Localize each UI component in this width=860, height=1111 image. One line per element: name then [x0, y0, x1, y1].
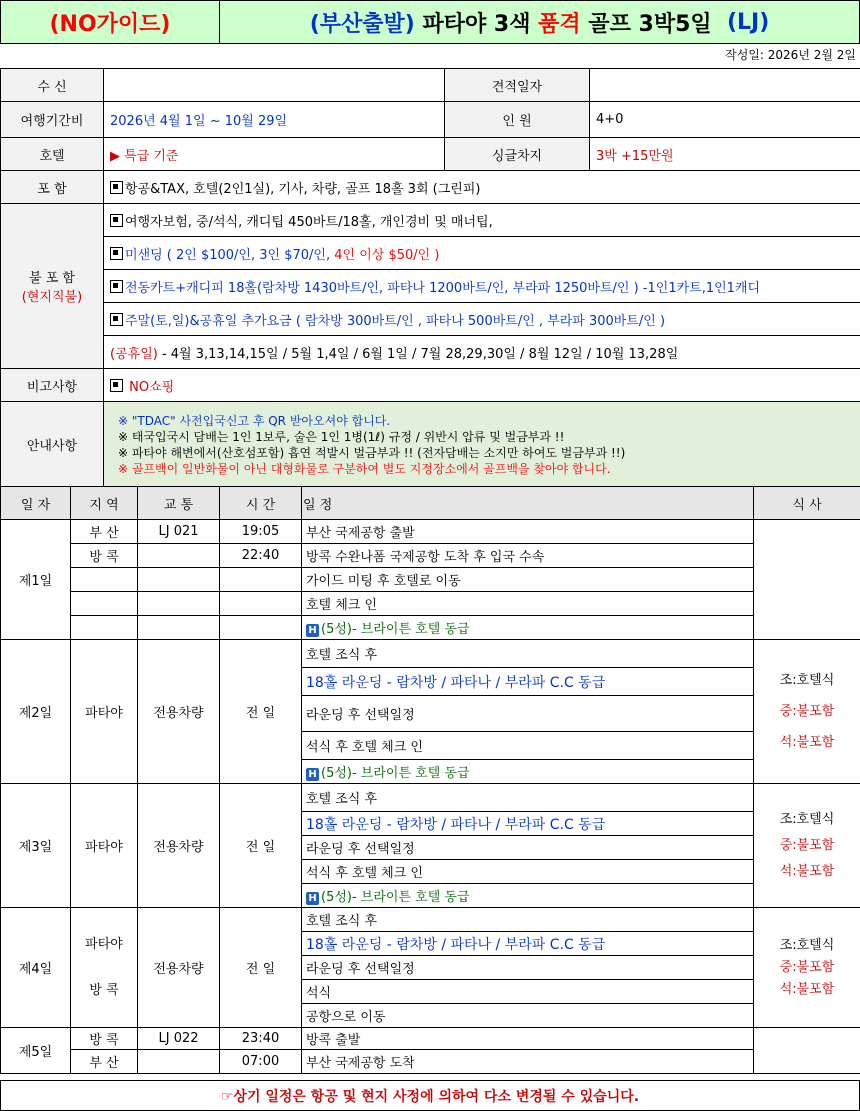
itinerary-item: 석식 후 호텔 체크 인 — [302, 860, 754, 884]
table-row — [1, 568, 860, 592]
meal-lunch: 중:불포함 — [779, 704, 835, 719]
region: 파타야 — [71, 784, 138, 908]
table-row — [1, 520, 860, 544]
region: 방 콕 — [71, 544, 138, 568]
footer-notice: ☞상기 일정은 항공 및 현지 사정에 의하여 다소 변경될 수 있습니다. — [0, 1080, 860, 1111]
region — [71, 908, 138, 1028]
transport: LJ 021 — [138, 520, 220, 544]
itinerary-item: 방콕 출발 — [302, 1028, 754, 1050]
checkbox-icon — [110, 379, 123, 392]
col-meal: 식 사 — [754, 487, 860, 520]
written-date: 작성일: 2026년 2월 2일 — [725, 48, 856, 62]
col-region: 지 역 — [71, 487, 138, 520]
quote-date-label: 견적일자 — [445, 69, 590, 102]
region: 부 산 — [71, 1050, 138, 1074]
exclude-item-1 — [104, 204, 860, 237]
itinerary-item: 호텔 조식 후 — [302, 640, 754, 668]
people-value: 4+0 — [590, 102, 860, 138]
hotel-text: (5성)- 브라이튼 호텔 동급 — [321, 622, 470, 637]
itinerary-item: 18홀 라운딩 - 람차방 / 파타나 / 부라파 C.C 동급 — [302, 668, 754, 696]
hotel-item — [302, 884, 754, 908]
hotel-value: ▶ 특급 기준 — [104, 138, 445, 171]
exclude-label: 불 포 함 — [29, 271, 75, 286]
col-day: 일 자 — [1, 487, 71, 520]
single-charge-value: 3박 +15만원 — [590, 138, 860, 171]
exclude-item-3 — [104, 270, 860, 303]
itinerary-item: 석식 — [302, 980, 754, 1004]
header-main-title — [219, 0, 860, 44]
guide-line-4: ※ 골프백이 일반화물이 아닌 대형화물로 구분하여 별도 지정장소에서 골프백을 찾아야 합니다. — [118, 461, 611, 476]
period-value: 2026년 4월 1일 ~ 10월 29일 — [104, 102, 445, 138]
day-label: 제3일 — [1, 784, 71, 908]
guide-line-2: ※ 태국입국시 담배는 1인 1보루, 술은 1인 1병(1ℓ) 규정 / 위반시 압류 및 벌금부과 !! — [118, 429, 565, 444]
title-grade: 품격 — [538, 11, 581, 37]
table-row — [1, 616, 860, 640]
col-time: 시 간 — [220, 487, 302, 520]
time: 22:40 — [220, 544, 302, 568]
time: 23:40 — [220, 1028, 302, 1050]
exclude-label-cell — [1, 204, 104, 369]
hotel-icon: H — [306, 624, 319, 637]
table-row — [1, 592, 860, 616]
region-1: 파타야 — [85, 936, 123, 952]
day-label: 제2일 — [1, 640, 71, 784]
meal-lunch: 중:불포함 — [779, 837, 835, 853]
table-row — [1, 908, 860, 932]
schedule-table — [0, 486, 860, 1074]
day-label: 제5일 — [1, 1028, 71, 1074]
time: 전 일 — [220, 908, 302, 1028]
info-table — [0, 68, 860, 488]
meal-dinner: 석:불포함 — [779, 735, 835, 750]
time: 전 일 — [220, 640, 302, 784]
itinerary-item: 석식 후 호텔 체크 인 — [302, 732, 754, 760]
time: 19:05 — [220, 520, 302, 544]
hotel-text: (5성)- 브라이튼 호텔 동급 — [321, 890, 470, 905]
transport: 전용차량 — [138, 640, 220, 784]
itinerary-item: 호텔 조식 후 — [302, 784, 754, 812]
recipient-label: 수 신 — [1, 69, 104, 102]
title-destination: 파타야 3색 — [422, 11, 531, 37]
itinerary-item: 호텔 조식 후 — [302, 908, 754, 932]
meal-dinner: 석:불포함 — [779, 863, 835, 879]
region: 방 콕 — [71, 1028, 138, 1050]
meal-breakfast: 조:호텔식 — [779, 811, 835, 827]
itinerary-item: 라운딩 후 선택일정 — [302, 836, 754, 860]
checkbox-icon — [110, 181, 123, 194]
exclude-item-text-red: 4인 이상 $50/인 ) — [334, 247, 440, 263]
meal-cell — [754, 520, 860, 640]
itinerary-item: 18홀 라운딩 - 람차방 / 파타나 / 부라파 C.C 동급 — [302, 812, 754, 836]
title-departure: (부산출발) — [309, 11, 415, 37]
meal-cell — [754, 784, 860, 908]
holiday-label: (공휴일) — [110, 346, 158, 362]
recipient-value — [104, 69, 445, 102]
single-charge-label: 싱글차지 — [445, 138, 590, 171]
itinerary-item: 라운딩 후 선택일정 — [302, 956, 754, 980]
transport: LJ 022 — [138, 1028, 220, 1050]
transport: 전용차량 — [138, 784, 220, 908]
people-label: 인 원 — [445, 102, 590, 138]
period-label: 여행기간비 — [1, 102, 104, 138]
col-transport: 교 통 — [138, 487, 220, 520]
holiday-row — [104, 336, 860, 369]
checkbox-icon — [110, 214, 123, 227]
day-label: 제1일 — [1, 520, 71, 640]
exclude-item-text: 미샌딩 ( 2인 $100/인, 3인 $70/인, — [125, 247, 335, 263]
itinerary-item: 가이드 미팅 후 호텔로 이동 — [302, 568, 754, 592]
day-label: 제4일 — [1, 908, 71, 1028]
hotel-label: 호텔 — [1, 138, 104, 171]
remarks-label: 비고사항 — [1, 369, 104, 402]
header-left-title: (NO가이드) — [0, 0, 220, 44]
checkbox-icon — [110, 247, 123, 260]
title-airline: (LJ) — [726, 9, 770, 35]
exclude-item-text: 전동카트+캐디피 18홀(람차방 1430바트/인, 파타나 1200바트/인, 부라파 1250바트/인 ) -1인1카트,1인1캐디 — [125, 280, 761, 296]
guide-box — [104, 402, 860, 488]
table-row — [1, 784, 860, 812]
exclude-item-2 — [104, 237, 860, 270]
itinerary-item: 방콕 수완나폼 국제공항 도착 후 입국 수속 — [302, 544, 754, 568]
table-row — [1, 1050, 860, 1074]
table-row — [1, 1028, 860, 1050]
exclude-item-text: 주말(토,일)&공휴일 추가요금 ( 람차방 300바트/인 , 파타나 500바트/인 , 부라파 300바트/인 ) — [125, 313, 666, 329]
meal-breakfast: 조:호텔식 — [779, 673, 835, 688]
checkbox-icon — [110, 280, 123, 293]
title-golf: 골프 3박5일 — [588, 11, 712, 37]
itinerary-item: 라운딩 후 선택일정 — [302, 696, 754, 732]
time: 07:00 — [220, 1050, 302, 1074]
exclude-item-text: 여행자보험, 중/석식, 캐디팁 450바트/18홀, 개인경비 및 매너팁, — [125, 214, 493, 230]
quote-date-value — [590, 69, 860, 102]
schedule-header-row — [1, 487, 860, 520]
remarks-value — [104, 369, 860, 402]
region: 부 산 — [71, 520, 138, 544]
guide-line-1: ※ "TDAC" 사전입국신고 후 QR 받아오셔야 합니다. — [118, 413, 391, 428]
meal-dinner: 석:불포함 — [779, 981, 835, 997]
hotel-icon: H — [306, 768, 319, 781]
table-row — [1, 640, 860, 668]
itinerary-item: 부산 국제공항 출발 — [302, 520, 754, 544]
hotel-icon: H — [306, 892, 319, 905]
meal-cell — [754, 1028, 860, 1074]
remarks-text: NO쇼핑 — [129, 379, 175, 395]
include-label: 포 함 — [1, 171, 104, 204]
guide-line-3: ※ 파타야 해변에서(산호섬포함) 흡연 적발시 벌금부과 !! (전자담배는 소지만 하여도 벌금부과 !!) — [118, 445, 626, 460]
meal-cell — [754, 640, 860, 784]
meal-lunch: 중:불포함 — [779, 959, 835, 975]
region-2: 방 콕 — [89, 982, 119, 998]
time: 전 일 — [220, 784, 302, 908]
itinerary-item: 18홀 라운딩 - 람차방 / 파타나 / 부라파 C.C 동급 — [302, 932, 754, 956]
table-row — [1, 544, 860, 568]
exclude-sublabel: (현지직불) — [21, 290, 83, 305]
hotel-item — [302, 760, 754, 784]
col-itinerary: 일 정 — [302, 487, 754, 520]
exclude-item-4 — [104, 303, 860, 336]
meal-breakfast: 조:호텔식 — [779, 937, 835, 953]
checkbox-icon — [110, 313, 123, 326]
transport: 전용차량 — [138, 908, 220, 1028]
include-text: 항공&TAX, 호텔(2인1실), 기사, 차량, 골프 18홀 3회 (그린피) — [125, 181, 481, 197]
hotel-item — [302, 616, 754, 640]
itinerary-item: 공항으로 이동 — [302, 1004, 754, 1028]
include-value — [104, 171, 860, 204]
guide-label: 안내사항 — [1, 402, 104, 488]
holiday-text: - 4월 3,13,14,15일 / 5월 1,4일 / 6월 1일 / 7월 28,29,30일 / 8월 12일 / 10월 13,28일 — [157, 346, 679, 362]
itinerary-item: 부산 국제공항 도착 — [302, 1050, 754, 1074]
meal-cell — [754, 908, 860, 1028]
region: 파타야 — [71, 640, 138, 784]
hotel-text: (5성)- 브라이튼 호텔 동급 — [321, 766, 470, 781]
itinerary-item: 호텔 체크 인 — [302, 592, 754, 616]
